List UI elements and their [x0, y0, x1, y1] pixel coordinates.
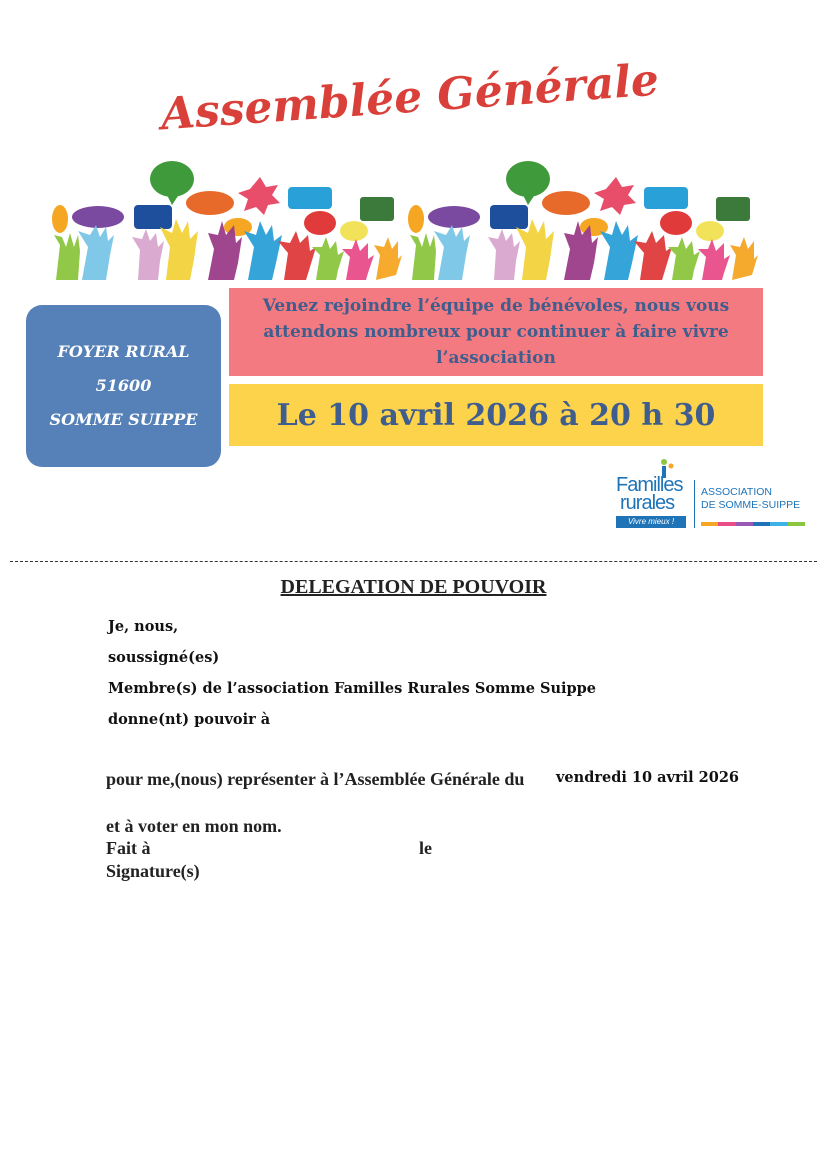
form-line-represent: pour me,(nous) représenter à l’Assemblée Générale du	[106, 769, 525, 789]
page-title	[0, 40, 827, 140]
logo-color-stripes	[701, 522, 805, 526]
form-line-soussigne: soussigné(es)	[108, 649, 220, 666]
event-date-box	[229, 384, 763, 446]
logo-assoc-line2: DE SOMME-SUIPPE	[701, 499, 801, 511]
cut-line-divider	[10, 561, 817, 562]
invitation-box	[229, 288, 763, 376]
logo-stripe	[770, 522, 787, 526]
form-line-vote: et à voter en mon nom.	[106, 816, 282, 836]
logo-stripe	[736, 522, 753, 526]
hands-banner-illustration	[48, 155, 760, 285]
logo-name-line2: rurales	[620, 492, 675, 514]
address-line-venue: FOYER RURAL	[57, 342, 190, 361]
invitation-line: l’association	[436, 348, 556, 368]
logo-stripe	[701, 522, 718, 526]
form-line-membre: Membre(s) de l’association Familles Rurales Somme Suippe	[108, 680, 597, 697]
invitation-line: attendons nombreux pour continuer à faire vivre	[263, 322, 729, 342]
logo-divider	[694, 480, 695, 528]
form-label-fait-a: Fait à	[106, 838, 151, 858]
form-line-je-nous: Je, nous,	[108, 618, 179, 635]
title-text: Assemblée Générale	[159, 54, 661, 140]
logo-stripe	[718, 522, 735, 526]
form-label-signature: Signature(s)	[106, 861, 200, 881]
address-line-postcode: 51600	[95, 376, 152, 395]
event-date: Le 10 avril 2026 à 20 h 30	[276, 397, 716, 433]
delegation-title: DELEGATION DE POUVOIR	[280, 576, 547, 598]
logo-assoc-line1: ASSOCIATION	[701, 486, 772, 498]
invitation-line: Venez rejoindre l’équipe de bénévoles, nous vous	[262, 296, 730, 316]
logo-stripe	[753, 522, 770, 526]
form-line-pouvoir: donne(nt) pouvoir à	[108, 711, 271, 728]
meeting-date: vendredi 10 avril 2026	[556, 769, 739, 786]
logo-tagline: Vivre mieux !	[616, 516, 686, 528]
address-line-town: SOMME SUIPPE	[49, 410, 198, 429]
form-label-le: le	[419, 838, 432, 858]
familles-rurales-logo	[612, 458, 812, 532]
address-box	[26, 305, 221, 467]
logo-name-line1: Familles	[616, 474, 683, 496]
logo-stripe	[788, 522, 805, 526]
